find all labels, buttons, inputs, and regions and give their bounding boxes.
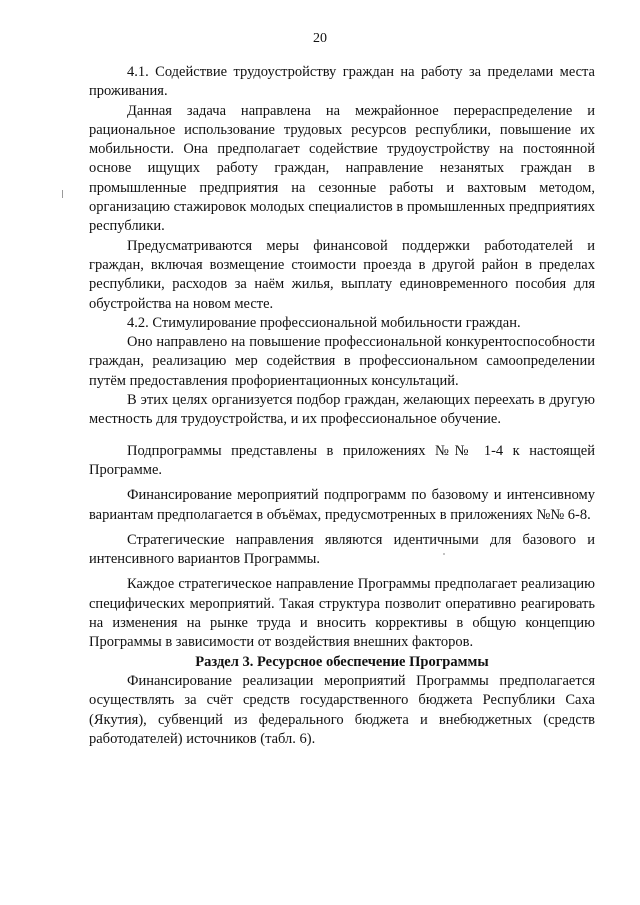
paragraph-each-direction: Каждое стратегическое направление Программы предполагает реализацию специфических мероприятий. Такая структура позволит оперативно реагировать на изменения на рынке труда и вносить коррективы в общую концепцию Программы в зависимости от воздействия внешних факторов. bbox=[89, 576, 595, 651]
paragraph-financing-subprograms: Финансирование мероприятий подпрограмм по базовому и интенсивному вариантам предполагается в объёмах, предусмотренных в приложениях №№ 6-8. bbox=[89, 487, 595, 523]
paragraph-mobility-description: Оно направлено на повышение профессиональной конкурентоспособности граждан, реализацию мер содействия в профессиональном самоопределении путём предоставления профориентационных консультаций. bbox=[89, 334, 595, 389]
paragraph-strategic-directions: Стратегические направления являются идентичными для базового и интенсивного вариантов Программы. bbox=[89, 531, 595, 568]
paragraph-subsection-4-2: 4.2. Стимулирование профессиональной мобильности граждан. bbox=[127, 314, 521, 331]
page-number: 20 bbox=[313, 31, 327, 46]
paragraph-subsection-4-1: 4.1. Содействие трудоустройству граждан на работу за пределами места проживания. bbox=[89, 64, 595, 100]
paragraph-financial-support: Предусматриваются меры финансовой поддержки работодателей и граждан, включая возмещение стоимости проезда в другой район в пределах республики, расходов за наём жилья, выплату единовременного пособия для обустройства на новом месте. bbox=[89, 237, 595, 312]
document-body bbox=[89, 63, 595, 749]
section-3-heading: Раздел 3. Ресурсное обеспечение Программы bbox=[195, 653, 489, 670]
margin-mark bbox=[62, 190, 63, 198]
paragraph-section-3-financing: Финансирование реализации мероприятий Программы предполагается осуществлять за счёт средств государственного бюджета Республики Саха (Якутия), субвенций из федерального бюджета и внебюджетных (средств работодателей) источников (табл. 6). bbox=[89, 672, 595, 747]
paragraph-selection-training: В этих целях организуется подбор граждан, желающих переехать в другую местность для трудоустройства, и их профессиональное обучение. bbox=[89, 392, 595, 428]
paragraph-task-description: Данная задача направлена на межрайонное перераспределение и рациональное использование трудовых ресурсов республики, повышение их мобильности. Она предполагает содействие трудоустройству на постоянной основе ищущих работу граждан, направление незанятых граждан в промышленные предприятия на сезонные работы и вахтовым методом, организацию стажировок молодых специалистов в промышленных предприятиях республики. bbox=[89, 102, 595, 235]
paragraph-subprograms: Подпрограммы представлены в приложениях №№ 1-4 к настоящей Программе. bbox=[89, 442, 595, 478]
